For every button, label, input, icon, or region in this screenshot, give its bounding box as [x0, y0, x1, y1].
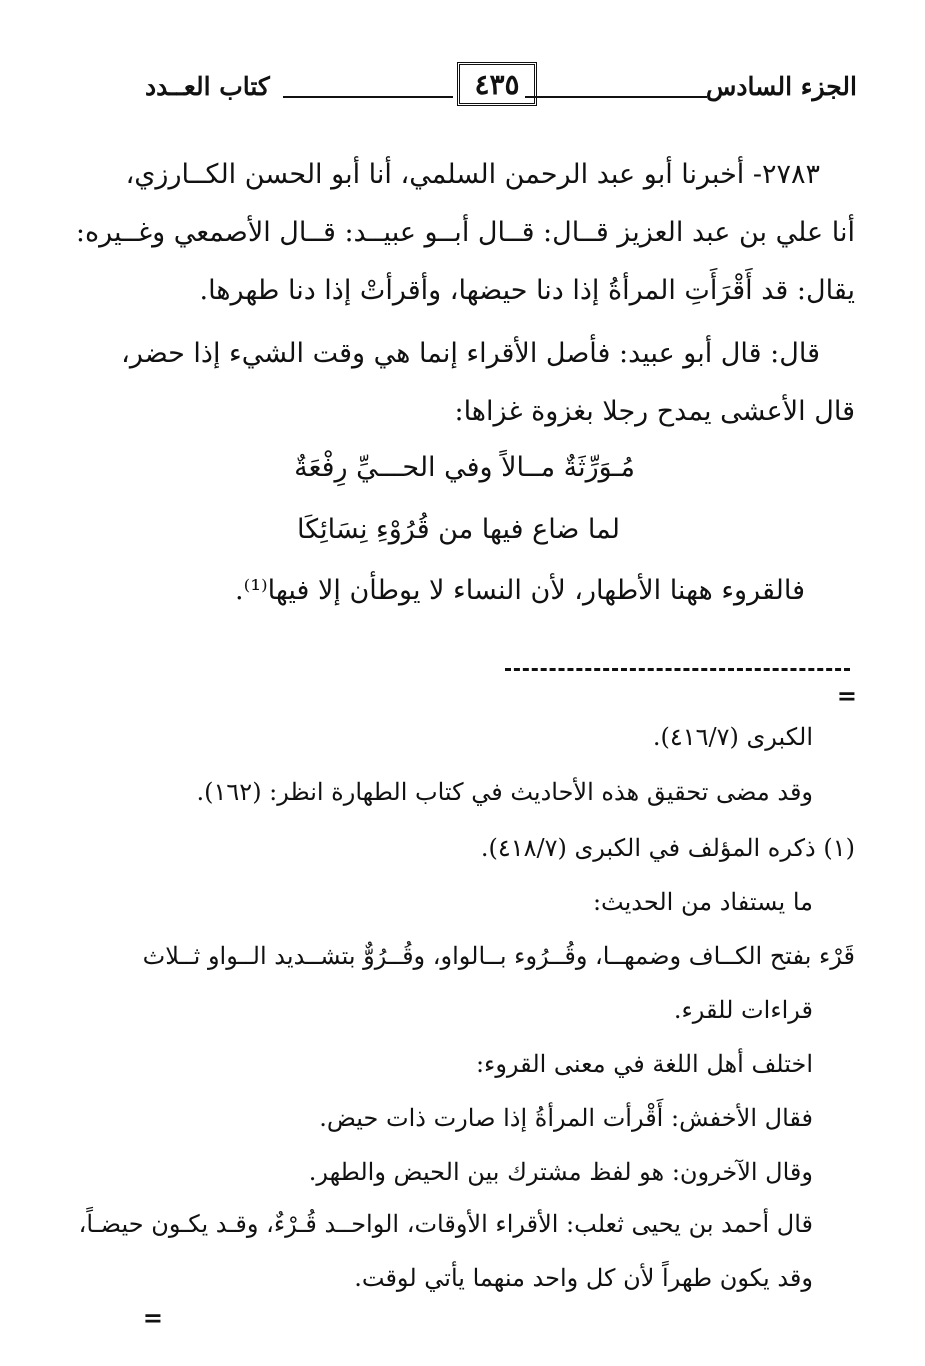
page-header: [145, 62, 857, 112]
verse-line: مُـوَرِّثَةٌ مــالاً وفي الحـــيِّ رِفْعَةٌ: [294, 452, 635, 483]
text-line: قال الأعشى يمدح رجلا بغزوة غزاها:: [454, 396, 855, 427]
footnote-line: قَرْء بفتح الكــاف وضمهــا، وقُــرُوء بــالواو، وقُــرُوٌّ بتشــديد الــواو ثــلاث: [142, 942, 855, 970]
text-line: فالقروء ههنا الأطهار، لأن النساء لا يوطأن إلا فيها⁽¹⁾.: [234, 575, 805, 606]
page-number-box: ٤٣٥: [457, 62, 537, 106]
footnote-line: ما يستفاد من الحديث:: [592, 888, 813, 916]
footnote-line: اختلف أهل اللغة في معنى القروء:: [475, 1050, 813, 1078]
footnote-separator: [505, 668, 850, 671]
part-title: الجزء السادس: [705, 72, 857, 101]
footnote-line: الكبرى (٤١٦/٧).: [652, 723, 813, 751]
verse-line: لما ضاع فيها من قُرُوْءِ نِسَائِكَا: [297, 514, 620, 545]
footnote-line: قراءات للقرء.: [673, 996, 813, 1024]
footnote-line: (١) ذكره المؤلف في الكبرى (٤١٨/٧).: [480, 834, 855, 862]
footnote-line: وقد يكون طهراً لأن كل واحد منهما يأتي لوقت.: [354, 1264, 813, 1292]
footnote-line: وقال الآخرون: هو لفظ مشترك بين الحيض والطهر.: [308, 1158, 813, 1186]
footnote-line: فقال الأخفش: أَقْرأت المرأةُ إذا صارت ذات حيض.: [319, 1104, 813, 1132]
footnote-line: قال أحمد بن يحيى ثعلب: الأقراء الأوقات، الواحــد قُـرْءٌ، وقـد يكـون حيضـاً،: [78, 1210, 813, 1238]
footnote-line: وقد مضى تحقيق هذه الأحاديث في كتاب الطهارة انظر: (١٦٢).: [196, 778, 813, 806]
text-line: يقال: قد أَقْرَأَتِ المرأةُ إذا دنا حيضها، وأقرأتْ إذا دنا طهرها.: [199, 275, 855, 306]
continuation-mark: =: [142, 1303, 163, 1332]
header-rule-left: [283, 96, 453, 98]
book-title: كتاب العــدد: [145, 72, 270, 101]
header-rule-right: [525, 96, 707, 98]
continuation-mark: =: [836, 681, 857, 710]
text-line: قال: قال أبو عبيد: فأصل الأقراء إنما هي وقت الشيء إذا حضر،: [121, 338, 820, 369]
text-line: ٢٧٨٣- أخبرنا أبو عبد الرحمن السلمي، أنا أبو الحسن الكــارزي،: [125, 159, 820, 190]
text-line: أنا علي بن عبد العزيز قــال: قــال أبــو عبيــد: قــال الأصمعي وغــيره:: [75, 217, 855, 248]
